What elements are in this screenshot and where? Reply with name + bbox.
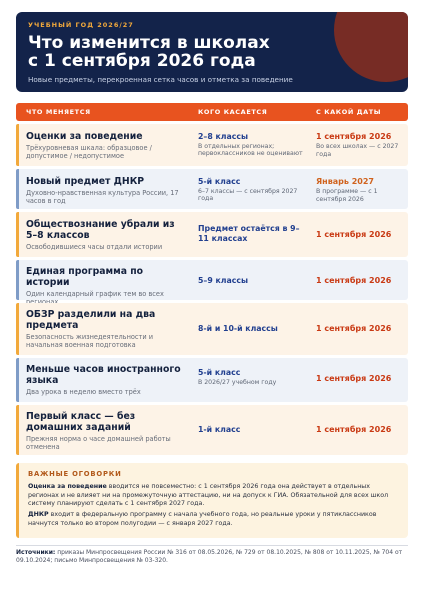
title-line-2: с 1 сентября 2026 года: [28, 51, 256, 71]
change-description: Прежняя норма о часе домашней работы отменена: [26, 435, 171, 452]
table-row: [16, 405, 408, 455]
decorative-circle: [334, 12, 408, 82]
audience-cell: [198, 132, 310, 158]
caveat-dnkr-lead: ДНКР: [28, 511, 49, 518]
change-description: Трёхуровневая шкала: образцовое / допустимое / недопустимое: [26, 144, 152, 161]
column-header-what: ЧТО МЕНЯЕТСЯ: [26, 108, 91, 116]
caveat-behavior: [28, 483, 402, 509]
audience-value: 5–9 классы: [198, 276, 249, 285]
date-value: 1 сентября 2026: [316, 374, 392, 383]
caveats-title: ВАЖНЫЕ ОГОВОРКИ: [28, 470, 122, 478]
table-row: [16, 124, 408, 166]
audience-value: 5-й класс: [198, 368, 241, 377]
date-note: Во всех школах — с 2027 года: [316, 143, 399, 158]
school-year-label: УЧЕБНЫЙ ГОД 2026/27: [28, 21, 134, 29]
change-title: ОБЗР разделили на два предмета: [26, 309, 156, 331]
audience-cell: [198, 324, 310, 334]
date-cell: [316, 276, 404, 286]
change-cell: [26, 219, 186, 251]
audience-cell: [198, 425, 310, 435]
change-title: Меньше часов иностранного языка: [26, 364, 181, 386]
table-row: [16, 358, 408, 402]
change-title: Оценки за поведение: [26, 131, 143, 142]
page-title: [28, 34, 328, 70]
date-cell: [316, 132, 404, 159]
row-accent-bar: [16, 260, 19, 300]
audience-value: Предмет остаётся в 9–11 классах: [198, 224, 300, 243]
change-description: Духовно-нравственная культура России, 17 часов в год: [26, 189, 179, 206]
date-cell: [316, 177, 404, 204]
audience-cell: [198, 276, 310, 286]
date-note: В программе — с 1 сентября 2026: [316, 188, 378, 203]
date-value: 1 сентября 2026: [316, 324, 392, 333]
audience-value: 5-й класс: [198, 177, 241, 186]
change-description: Освободившиеся часы отдали истории: [26, 243, 163, 251]
audience-value: 2–8 классы: [198, 132, 249, 141]
caveat-dnkr: [28, 511, 402, 528]
change-title: Обществознание убрали из 5–8 классов: [26, 219, 175, 241]
date-value: Январь 2027: [316, 177, 374, 186]
audience-value: 8-й и 10-й классы: [198, 324, 278, 333]
page-subtitle: Новые предметы, перекроенная сетка часов и отметка за поведение: [28, 75, 293, 84]
table-row: [16, 212, 408, 257]
row-accent-bar: [16, 212, 19, 257]
caveat-behavior-lead: Оценка за поведение: [28, 483, 107, 490]
caveat-dnkr-text: входит в федеральную программу с начала учебного года, но реальные уроки у пятиклассников начнутся только во втором полугодии — с января 2027 года.: [28, 511, 377, 527]
sources-note: [16, 549, 408, 565]
change-title: Новый предмет ДНКР: [26, 176, 145, 187]
change-cell: [26, 364, 186, 396]
caveats-box: [16, 463, 408, 538]
date-cell: [316, 230, 404, 240]
title-line-1: Что изменится в школах: [28, 33, 270, 53]
audience-value: 1-й класс: [198, 425, 241, 434]
change-description: Один календарный график тем во всех: [26, 290, 164, 298]
date-cell: [316, 374, 404, 384]
date-cell: [316, 425, 404, 435]
change-cell: [26, 131, 186, 161]
row-accent-bar: [16, 358, 19, 402]
audience-note: В отдельных регионах; первоклассников не оценивают: [198, 142, 303, 158]
change-title: Единая программа по истории: [26, 266, 144, 288]
sources-label: Источники:: [16, 549, 56, 556]
audience-cell: [198, 368, 310, 386]
table-header: [16, 103, 408, 121]
change-cell: [26, 411, 186, 452]
header-banner: [16, 12, 408, 92]
row-accent-bar: [16, 405, 19, 455]
audience-cell: [198, 177, 310, 203]
caveats-accent-bar: [16, 463, 19, 538]
audience-note: В 2026/27 учебном году: [198, 378, 277, 386]
table-row: [16, 169, 408, 209]
date-value: 1 сентября 2026: [316, 230, 392, 239]
change-cell: [26, 266, 186, 307]
change-description: Два урока в неделю вместо трёх: [26, 388, 141, 396]
date-cell: [316, 324, 404, 334]
change-title: Первый класс — без домашних заданий: [26, 411, 136, 433]
audience-note: 6–7 классы — с сентября 2027 года: [198, 187, 298, 203]
table-row: [16, 260, 408, 300]
row-accent-bar: [16, 124, 19, 166]
table-row: [16, 303, 408, 355]
change-description: Безопасность жизнедеятельности и начальная военная подготовка: [26, 333, 154, 350]
date-value: 1 сентября 2026: [316, 276, 392, 285]
date-value: 1 сентября 2026: [316, 132, 392, 141]
sources-text: приказы Минпросвещения России № 316 от 08.05.2026, № 729 от 08.10.2025, № 808 от 10.11.2025, № 704 от 09.10.2024; письмо Минпросвещения № 03-320.: [16, 549, 403, 564]
divider: [16, 545, 408, 546]
column-header-when: С КАКОЙ ДАТЫ: [316, 108, 382, 116]
change-cell: [26, 309, 186, 350]
date-value: 1 сентября 2026: [316, 425, 392, 434]
change-cell: [26, 176, 186, 206]
audience-cell: [198, 224, 310, 243]
row-accent-bar: [16, 303, 19, 355]
caveat-behavior-text: вводится не повсеместно: с 1 сентября 2026 года она действует в отдельных регионах и не влияет ни на промежуточную аттестацию, ни на допуск к ГИА. Обязательной для всех школ систему планируют сделать с 1 сентября 2027 года.: [28, 483, 389, 507]
row-accent-bar: [16, 169, 19, 209]
column-header-who: КОГО КАСАЕТСЯ: [198, 108, 268, 116]
